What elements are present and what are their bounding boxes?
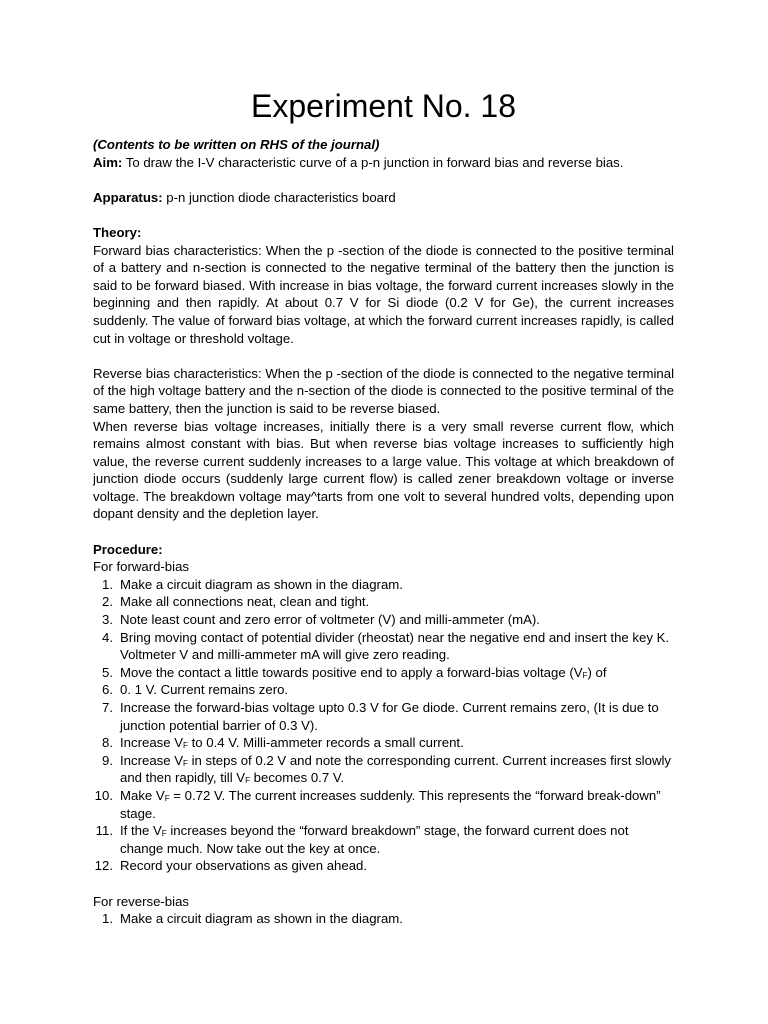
apparatus-text: p-n junction diode characteristics board [162, 189, 396, 205]
page-title: Experiment No. 18 [250, 88, 516, 124]
list-item: 3. Note least count and zero error of voltmeter (V) and milli-ammeter (mA). [102, 612, 540, 628]
list-item: 12. Record your observations as given ahead. [94, 858, 368, 874]
forward-bias-steps [93, 576, 674, 875]
list-item: 11. If the $V_F$ increases beyond the “forward breakdown” stage, the forward current does not change much. Now take out the key at once. [95, 823, 629, 856]
list-item: 2. Make all connections neat, clean and tight. [102, 594, 370, 610]
theory-reverse-breakdown-paragraph: When reverse bias voltage increases, initially there is a very small reverse current flow, which remains almost constant with bias. But when reverse bias voltage increases to sufficiently high value, the reverse current suddenly increases to a large value. This voltage at which breakdown of junction diode occurs (suddenly large current flow) is called zener breakdown voltage or inverse voltage. The breakdown voltage may^tarts from one volt to several hundred volts, depending upon dopant density and the depletion layer. [93, 418, 674, 522]
reverse-bias-steps [93, 910, 674, 928]
list-item: 10. Make $V_F = 0.72$ V. The current increases suddenly. This represents the “forward break-down” stage. [94, 787, 661, 821]
theory-reverse-paragraph: Reverse bias characteristics: When the p -section of the diode is connected to the negative terminal of the high voltage battery and the n-section of the diode is connected to the positive terminal of the same battery, then the junction is said to be reverse biased. [93, 365, 674, 416]
aim-text: To draw the I-V characteristic curve of a p-n junction in forward bias and reverse bias. [122, 154, 624, 170]
document-content [93, 86, 674, 928]
list-item: 7. Increase the forward-bias voltage upto 0.3 V for Ge diode. Current remains zero, (It is due to junction potential barrier of 0.3 V). [102, 700, 659, 733]
forward-bias-heading: For forward-bias [93, 559, 190, 575]
apparatus-paragraph [93, 189, 674, 207]
procedure-label: Procedure: [93, 541, 163, 557]
list-item: 6. 0. 1 V. Current remains zero. [102, 682, 289, 698]
list-item: 8. Increase $V_F$ to 0.4 V. Milli-ammeter records a small current. [102, 735, 464, 751]
aim-paragraph [93, 154, 674, 172]
aim-label: Aim: [93, 154, 123, 170]
list-item: 1. Make a circuit diagram as shown in the diagram. [102, 911, 403, 927]
apparatus-label: Apparatus: [93, 189, 163, 205]
list-item: 5. Move the contact a little towards positive end to apply a forward-bias voltage $(V_F)$ of [102, 664, 607, 680]
theory-label: Theory: [93, 224, 142, 240]
theory-forward-paragraph: Forward bias characteristics: When the p -section of the diode is connected to the positive terminal of a battery and n-section is connected to the negative terminal of the battery then the junction is said to be forward biased. With increase in bias voltage, the forward current increases slowly in the beginning and then rapidly. At about 0.7 V for Si diode (0.2 V for Ge), the current increases suddenly. The value of forward bias voltage, at which the forward current increases rapidly, is called cut in voltage or threshold voltage. [93, 242, 674, 346]
list-item: 1. Make a circuit diagram as shown in the diagram. [102, 576, 403, 592]
list-item: 4. Bring moving contact of potential divider (rheostat) near the negative end and insert the key K. Voltmeter V and milli-ammeter mA will give zero reading. [102, 629, 670, 663]
reverse-bias-heading: For reverse-bias [93, 893, 190, 909]
journal-note: (Contents to be written on RHS of the journal) [93, 137, 380, 152]
list-item: 9. Increase $V_F$ in steps of 0.2 V and note the corresponding current. Current increases first slowly and then rapidly, till $V_F$ becomes 0.7 V. [102, 752, 671, 786]
